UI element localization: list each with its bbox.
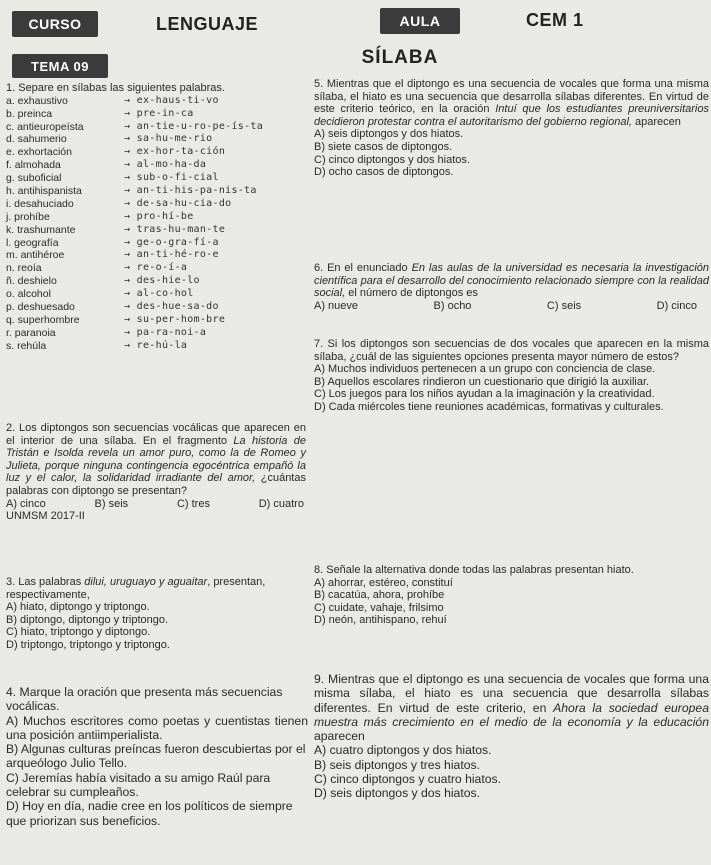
q1-item-answer: → de-sa-hu-cia-do (124, 197, 232, 209)
q1-item (6, 107, 346, 120)
subject-title: LENGUAJE (156, 14, 259, 34)
q1-item (6, 314, 346, 327)
q1-item-answer: → ex-haus-ti-vo (124, 94, 219, 106)
q1-item-answer: → des-hue-sa-do (124, 300, 219, 312)
q6-option: C) seis (546, 299, 582, 312)
left-column (6, 82, 346, 352)
q1-item (6, 159, 346, 172)
q1-item-label: f. almohada (6, 159, 61, 172)
curso-badge: CURSO (12, 11, 98, 37)
q1-item-label: h. antihispanista (6, 184, 82, 197)
q4-option: A) Muchos escritores como poetas y cuentistas tienen una posición antiimperialista. (6, 713, 308, 742)
q2-options (6, 498, 306, 511)
q4-stem: 4. Marque la oración que presenta más secuencias vocálicas. (6, 685, 283, 714)
q1-item (6, 146, 346, 159)
q6-option: D) cinco (656, 299, 697, 312)
q1-item-answer: → an-ti-his-pa-nis-ta (124, 184, 257, 196)
q1-item-answer: → ge-o-gra-fí-a (124, 236, 219, 248)
q2-option: A) cinco (6, 497, 46, 510)
q1-item-label: e. exhortación (6, 146, 72, 159)
q1-item-answer: → su-per-hom-bre (124, 313, 226, 325)
q3-option: A) hiato, diptongo y triptongo. (6, 601, 150, 614)
q2-stem: 2. Los diptongos son secuencias vocálicas que aparecen en el interior de una sílaba. En el fragmento La historia de Tristán e Isolda revela un amor puro, como la de Romeo y Julieta, porque ninguna contingencia egocéntrica empañó la luz y el calor, la solidaridad irradiante del amor, ¿cuántas palabras con diptongo se presentan? (6, 422, 306, 497)
q2-option: C) tres (176, 497, 210, 510)
q8-option: C) cuidate, vahaje, frilsimo (314, 601, 444, 614)
q5-option: D) ocho casos de diptongos. (314, 166, 454, 179)
q2-option: D) cuatro (258, 497, 304, 510)
q1-item-label: i. desahuciado (6, 197, 74, 210)
q1-item (6, 288, 346, 301)
q1-item (6, 172, 346, 185)
q1-item-answer: → an-tie-u-ro-pe-ís-ta (124, 120, 264, 132)
q4-option: B) Algunas culturas preíncas fueron descubiertas por el arqueólogo Julio Tello. (6, 742, 306, 771)
q5-option: C) cinco diptongos y dos hiatos. (314, 153, 470, 166)
worksheet-header (0, 0, 711, 46)
q1-item (6, 198, 346, 211)
q1-item-label: ñ. deshielo (6, 275, 57, 288)
q1-item-answer: → tras-hu-man-te (124, 223, 226, 235)
q6-stem: 6. En el enunciado En las aulas de la universidad es necesaria la investigación científica para el desarrollo del conocimiento relacionado siempre con la realidad social, el número de diptongos es (314, 262, 709, 300)
q4-option: C) Jeremías había visitado a su amigo Raúl para celebrar su cumpleaños. (6, 770, 271, 800)
q7-option: A) Muchos individuos pertenecen a un grupo con conciencia de clase. (314, 363, 656, 376)
q1-item (6, 327, 346, 340)
q8-stem: 8. Señale la alternativa donde todas las palabras presentan hiato. (314, 564, 634, 576)
q1-item-answer: → pa-ra-noi-a (124, 326, 207, 338)
q8-option: A) ahorrar, estéreo, constituí (314, 576, 453, 589)
q1-item-label: p. deshuesado (6, 300, 75, 313)
q1-item (6, 95, 346, 108)
aula-badge: AULA (380, 8, 460, 34)
q2-source: UNMSM 2017-II (6, 510, 85, 523)
q1-item-label: g. suboficial (6, 172, 62, 185)
q7-option: C) Los juegos para los niños ayudan a la imaginación y la creatividad. (314, 388, 655, 401)
q1-item (6, 224, 346, 237)
q1-item-label: k. trashumante (6, 223, 76, 236)
q9-option: C) cinco diptongos y cuatro hiatos. (314, 772, 501, 787)
q1-item (6, 301, 346, 314)
q9-option: B) seis diptongos y tres hiatos. (314, 757, 480, 772)
q1-item-answer: → sa-hu-me-rio (124, 133, 213, 145)
q5-stem: 5. Mientras que el diptongo es una secuencia de vocales que forma una misma sílaba, el hiato es una secuencia que desarrolla sílabas diferentes. En virtud de este criterio teórico, en la oración Intuí que los estudiantes preuniversitarios decidieron protestar contra el autoritarismo del gobierno regional, aparecen (314, 78, 709, 128)
q8-block (314, 564, 709, 627)
q1-item-label: s. rehúla (6, 339, 47, 352)
q5-option: B) siete casos de diptongos. (314, 140, 453, 153)
q1-item-answer: → al-co-hol (124, 288, 194, 300)
q3-option: D) triptongo, triptongo y triptongo. (6, 638, 170, 651)
q1-item-answer: → al-mo-ha-da (124, 159, 207, 171)
q6-option: A) nueve (314, 299, 359, 312)
q7-option: D) Cada miércoles tiene reuniones académicas, formativas y culturales. (314, 400, 664, 413)
q7-option: B) Aquellos escolares rindieron un cuestionario que dirigió la auxiliar. (314, 375, 650, 388)
q1-item (6, 275, 346, 288)
q1-item (6, 249, 346, 262)
cem-label: CEM 1 (526, 10, 584, 30)
q1-item-answer: → des-hie-lo (124, 275, 200, 287)
q1-item-label: o. alcohol (6, 288, 51, 301)
q6-options (314, 300, 709, 313)
q9-block (314, 672, 709, 801)
q3-option: C) hiato, triptongo y diptongo. (6, 626, 151, 639)
tema-badge: TEMA 09 (12, 54, 108, 78)
q2-option: B) seis (94, 497, 129, 510)
q1-item (6, 236, 346, 249)
q1-items (6, 95, 346, 353)
q1-item-answer: → sub-o-fi-cial (124, 172, 219, 184)
q9-option: A) cuatro diptongos y dos hiatos. (314, 743, 492, 758)
q6-option: B) ocho (433, 299, 472, 312)
q1-item-label: a. exhaustivo (6, 94, 68, 107)
q3-stem: 3. Las palabras dilui, uruguayo y aguaitar, presentan, respectivamente, (6, 576, 266, 601)
q9-stem: 9. Mientras que el diptongo es una secuencia de vocales que forma una misma sílaba, el hiato es una secuencia que desarrolla sílabas diferentes. En virtud de este criterio, en Ahora la sociedad europea muestra más crecimiento en el medio de la economía y la educación aparecen (314, 672, 709, 744)
q6-block (314, 262, 709, 312)
topic-title: SÍLABA (361, 47, 439, 68)
q1-item-answer: → pre-in-ca (124, 107, 194, 119)
q1-item-label: c. antieuropeísta (6, 120, 84, 133)
q1-item-label: l. geografía (6, 236, 59, 249)
q1-item-answer: → ex-hor-ta-ción (124, 146, 226, 158)
q1-item (6, 340, 346, 353)
q1-item-answer: → an-ti-hé-ro-e (124, 249, 219, 261)
q5-option: A) seis diptongos y dos hiatos. (314, 128, 464, 141)
q8-option: B) cacatúa, ahora, prohíbe (314, 589, 445, 602)
q4-block (6, 685, 308, 828)
q5-block (314, 78, 709, 179)
q3-block (6, 576, 308, 652)
q7-stem: 7. Si los diptongos son secuencias de dos vocales que aparecen en la misma sílaba, ¿cuál de las siguientes opciones presenta mayor número de estos? (314, 338, 709, 363)
q9-option: D) seis diptongos y dos hiatos. (314, 786, 480, 801)
q1-item-label: d. sahumerio (6, 133, 67, 146)
q7-block (314, 338, 709, 414)
q2-block (6, 422, 306, 523)
q1-item-label: q. superhombre (6, 313, 80, 326)
q1-item (6, 120, 346, 133)
q1-item-label: n. reoía (6, 262, 42, 275)
q4-option: D) Hoy en día, nadie cree en los políticos de siempre que priorizan sus beneficios. (6, 799, 293, 828)
q3-option: B) diptongo, diptongo y triptongo. (6, 613, 169, 626)
q1-item (6, 133, 346, 146)
q1-item-answer: → re-hú-la (124, 339, 188, 351)
q1-item-answer: → pro-hí-be (124, 210, 194, 222)
q1-item-label: j. prohíbe (6, 210, 50, 223)
q1-item (6, 185, 346, 198)
q8-option: D) neón, antihispano, rehuí (314, 614, 447, 627)
q1-item-label: r. paranoia (6, 326, 56, 339)
q1-item-label: b. preinca (6, 107, 53, 120)
q1-item (6, 262, 346, 275)
q1-stem: 1. Separe en sílabas las siguientes palabras. (6, 82, 225, 94)
q1-item-answer: → re-o-í-a (124, 262, 188, 274)
q1-item-label: m. antihéroe (6, 249, 65, 262)
q1-item (6, 211, 346, 224)
